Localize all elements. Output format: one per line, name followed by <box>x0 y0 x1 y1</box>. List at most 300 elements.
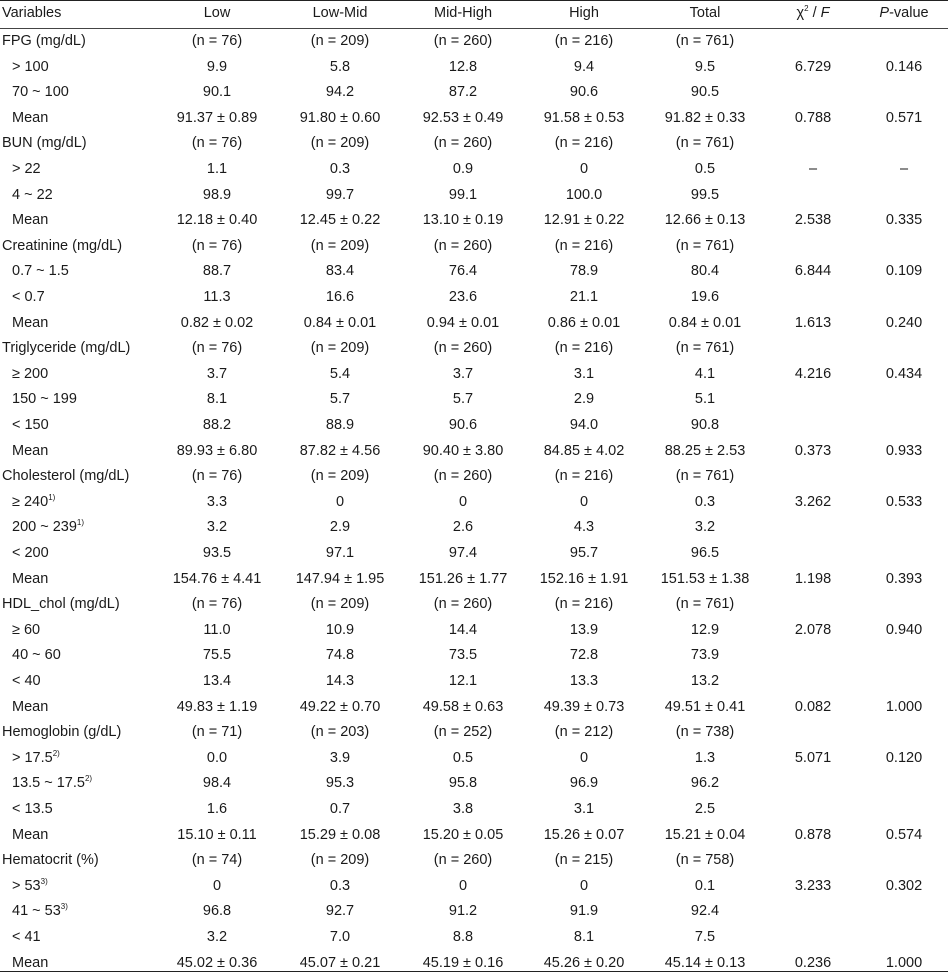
cell-low-mid: 99.7 <box>325 186 355 203</box>
cell-total: 49.51 ± 0.41 <box>664 698 746 715</box>
cell-high: (n = 212) <box>554 724 614 741</box>
cell-high: 8.1 <box>573 929 595 945</box>
cell-high: 15.26 ± 0.07 <box>543 826 625 843</box>
cell-total: 4.1 <box>694 365 716 382</box>
footnote-marker: 2) <box>84 774 93 784</box>
f-symbol: F <box>820 5 830 21</box>
table-row-variable <box>0 720 948 746</box>
cell-high: (n = 216) <box>554 468 614 485</box>
cell-high: 78.9 <box>569 263 599 280</box>
cell-low: 0.0 <box>206 749 228 766</box>
table-row-category <box>0 208 948 234</box>
table-row-variable <box>0 464 948 490</box>
cell-high: 3.1 <box>573 365 595 382</box>
row-label <box>2 106 48 132</box>
cell-total: 2.5 <box>694 801 716 817</box>
cell-low-mid: (n = 209) <box>310 135 370 152</box>
cell-total: (n = 761) <box>675 596 735 613</box>
cell-chi-square: – <box>808 161 818 177</box>
cell-low: 154.76 ± 4.41 <box>172 570 262 587</box>
cell-total: (n = 761) <box>675 237 735 254</box>
row-label-text: BUN (mg/dL) <box>2 135 87 152</box>
cell-low: 93.5 <box>202 545 232 561</box>
row-label-text: Mean <box>12 442 49 459</box>
cell-mid-high: 45.19 ± 0.16 <box>422 954 504 971</box>
cell-mid-high: 0 <box>458 877 468 894</box>
row-label-text: Creatinine (mg/dL) <box>2 237 123 254</box>
cell-mid-high: 92.53 ± 0.49 <box>422 109 504 126</box>
row-label-text: Mean <box>12 314 49 331</box>
cell-low: 91.37 ± 0.89 <box>176 109 258 126</box>
cell-low-mid: (n = 209) <box>310 468 370 485</box>
table-row-category <box>0 771 948 797</box>
table-row-category <box>0 874 948 900</box>
cell-mid-high: 13.10 ± 0.19 <box>422 212 504 229</box>
cell-high: 45.26 ± 0.20 <box>543 954 625 971</box>
row-label-text: ≥ 200 <box>12 365 49 382</box>
row-label <box>2 848 99 874</box>
cell-total: 7.5 <box>694 929 716 945</box>
cell-total: 9.5 <box>694 58 716 75</box>
cell-chi-square: 0.236 <box>794 954 832 971</box>
cell-low: (n = 71) <box>191 724 243 741</box>
cell-chi-square: 3.262 <box>794 493 832 510</box>
cell-low-mid: 94.2 <box>325 84 355 101</box>
table-row-category <box>0 643 948 669</box>
cell-mid-high: 91.2 <box>448 903 478 920</box>
row-label-text: Hemoglobin (g/dL) <box>2 724 122 741</box>
cell-low: 88.2 <box>202 417 232 433</box>
cell-total: 80.4 <box>690 263 720 280</box>
cell-chi-square: 0.788 <box>794 109 832 126</box>
row-label-text: 200 ~ 239 <box>12 519 77 536</box>
cell-low: 1.6 <box>206 801 228 817</box>
cell-low-mid: (n = 209) <box>310 852 370 869</box>
cell-p-value: 0.335 <box>885 212 923 229</box>
cell-low-mid: 0 <box>335 493 345 510</box>
cell-low-mid: (n = 209) <box>310 596 370 613</box>
cell-high: 0 <box>579 493 589 510</box>
cell-low-mid: 14.3 <box>325 673 355 689</box>
table-row-category <box>0 695 948 721</box>
header-mid-high: Mid-High <box>433 5 493 21</box>
cell-mid-high: (n = 260) <box>433 468 493 485</box>
table-row-category <box>0 490 948 516</box>
cell-low: 89.93 ± 6.80 <box>176 442 258 459</box>
cell-high: 12.91 ± 0.22 <box>543 212 625 229</box>
table-row-category <box>0 439 948 465</box>
row-label <box>2 951 48 976</box>
cell-mid-high: 3.7 <box>452 365 474 382</box>
cell-total: 90.5 <box>690 84 720 101</box>
cell-high: 91.9 <box>569 903 599 920</box>
row-label-text: 150 ~ 199 <box>12 391 77 408</box>
row-label-text: ≥ 60 <box>12 621 41 638</box>
table-row-category <box>0 80 948 106</box>
cell-total: (n = 758) <box>675 852 735 869</box>
chi-symbol: χ <box>796 5 805 21</box>
row-label-text: Mean <box>12 826 49 843</box>
cell-total: 90.8 <box>690 417 720 433</box>
cell-p-value: 0.571 <box>885 109 923 126</box>
cell-high: (n = 215) <box>554 852 614 869</box>
cell-p-value: 0.933 <box>885 442 923 459</box>
chi-separator: / <box>808 5 821 21</box>
cell-total: 96.2 <box>690 775 720 792</box>
header-row <box>0 1 948 27</box>
table-row-category <box>0 387 948 413</box>
cell-chi-square: 4.216 <box>794 365 832 382</box>
table-row-category <box>0 951 948 976</box>
cell-high: 96.9 <box>569 775 599 792</box>
cell-mid-high: (n = 260) <box>433 340 493 357</box>
table-row-variable <box>0 336 948 362</box>
cell-chi-square: 3.233 <box>794 877 832 894</box>
cell-chi-square: 6.844 <box>794 263 832 280</box>
row-label-text: < 41 <box>12 929 41 945</box>
row-label <box>2 797 53 823</box>
cell-low-mid: 2.9 <box>329 519 351 536</box>
cell-low-mid: 0.7 <box>329 801 351 817</box>
cell-total: 151.53 ± 1.38 <box>660 570 750 587</box>
row-label-text: > 22 <box>12 161 41 177</box>
row-label-text: Cholesterol (mg/dL) <box>2 468 130 485</box>
table-row-category <box>0 362 948 388</box>
cell-low-mid: (n = 209) <box>310 237 370 254</box>
row-label-text: < 200 <box>12 545 49 561</box>
row-label <box>2 183 53 209</box>
row-label <box>2 362 48 388</box>
cell-total: 0.5 <box>694 161 716 177</box>
cell-low: 90.1 <box>202 84 232 101</box>
cell-high: 9.4 <box>573 58 595 75</box>
cell-low: 0.82 ± 0.02 <box>180 314 254 331</box>
cell-low: (n = 76) <box>191 33 243 49</box>
table-row-variable <box>0 592 948 618</box>
row-label <box>2 899 68 925</box>
cell-p-value: 0.434 <box>885 365 923 382</box>
cell-high: 0 <box>579 877 589 894</box>
cell-high: 21.1 <box>569 289 599 305</box>
cell-low-mid: 147.94 ± 1.95 <box>295 570 385 587</box>
cell-high: 49.39 ± 0.73 <box>543 698 625 715</box>
row-label-text: < 40 <box>12 673 41 689</box>
row-label-text: Mean <box>12 212 49 229</box>
row-label <box>2 490 55 516</box>
cell-total: 13.2 <box>690 673 720 689</box>
cell-low: 98.9 <box>202 186 232 203</box>
cell-low-mid: (n = 203) <box>310 724 370 741</box>
cell-low: (n = 76) <box>191 340 243 357</box>
table-row-category <box>0 157 948 183</box>
row-label-text: HDL_chol (mg/dL) <box>2 596 120 613</box>
row-label <box>2 618 40 644</box>
cell-mid-high: 14.4 <box>448 621 478 638</box>
row-label-text: Hematocrit (%) <box>2 852 99 869</box>
row-label-text: 4 ~ 22 <box>12 186 53 203</box>
cell-p-value: – <box>899 161 909 177</box>
table-row-category <box>0 823 948 849</box>
table-row-category <box>0 259 948 285</box>
header-p-value <box>879 1 928 27</box>
row-label <box>2 285 45 311</box>
cell-total: (n = 761) <box>675 468 735 485</box>
row-label-text: 40 ~ 60 <box>12 647 61 664</box>
cell-mid-high: 87.2 <box>448 84 478 101</box>
row-label <box>2 131 87 157</box>
row-label <box>2 823 48 849</box>
row-label <box>2 771 92 797</box>
cell-high: (n = 216) <box>554 135 614 152</box>
cell-total: 92.4 <box>690 903 720 920</box>
row-label <box>2 311 48 337</box>
header-low: Low <box>203 5 231 21</box>
cell-total: 12.9 <box>690 621 720 638</box>
row-label-text: ≥ 240 <box>12 493 49 510</box>
cell-low-mid: 97.1 <box>325 545 355 561</box>
cell-low: 13.4 <box>202 673 232 689</box>
cell-chi-square: 1.198 <box>794 570 832 587</box>
cell-low-mid: 15.29 ± 0.08 <box>299 826 381 843</box>
cell-low-mid: 12.45 ± 0.22 <box>299 212 381 229</box>
cell-p-value: 0.533 <box>885 493 923 510</box>
cell-chi-square: 2.078 <box>794 621 832 638</box>
cell-low-mid: 10.9 <box>325 621 355 638</box>
cell-chi-square: 2.538 <box>794 212 832 229</box>
cell-low-mid: 87.82 ± 4.56 <box>299 442 381 459</box>
cell-high: 0.86 ± 0.01 <box>547 314 621 331</box>
cell-mid-high: 15.20 ± 0.05 <box>422 826 504 843</box>
row-label <box>2 669 41 695</box>
cell-low-mid: 49.22 ± 0.70 <box>299 698 381 715</box>
row-label-text: Triglyceride (mg/dL) <box>2 340 131 357</box>
row-label-text: 41 ~ 53 <box>12 903 61 920</box>
row-label <box>2 234 122 260</box>
cell-high: (n = 216) <box>554 596 614 613</box>
cell-chi-square: 5.071 <box>794 749 832 766</box>
header-low-mid: Low-Mid <box>312 5 368 21</box>
table-row-category <box>0 413 948 439</box>
table-row-category <box>0 183 948 209</box>
row-label <box>2 925 41 951</box>
row-label-text: Mean <box>12 954 49 971</box>
cell-low: 11.0 <box>203 621 231 638</box>
cell-low: 3.7 <box>206 365 228 382</box>
row-label-text: FPG (mg/dL) <box>2 33 86 49</box>
cell-p-value: 0.109 <box>885 263 923 280</box>
table-row-category <box>0 567 948 593</box>
cell-low: 75.5 <box>202 647 232 664</box>
cell-low-mid: 16.6 <box>325 289 355 305</box>
cell-low-mid: 83.4 <box>325 263 355 280</box>
cell-high: 0 <box>579 749 589 766</box>
table-row-category <box>0 541 948 567</box>
cell-mid-high: (n = 260) <box>433 596 493 613</box>
cell-total: 0.84 ± 0.01 <box>668 314 742 331</box>
cell-low: (n = 74) <box>191 852 243 869</box>
row-label <box>2 874 48 900</box>
cell-low: 11.3 <box>203 289 231 305</box>
row-label-text: < 13.5 <box>12 801 53 817</box>
cell-p-value: 0.146 <box>885 58 923 75</box>
cell-p-value: 1.000 <box>885 954 923 971</box>
table-row-variable <box>0 234 948 260</box>
cell-mid-high: 0.9 <box>452 161 474 177</box>
row-label <box>2 387 77 413</box>
cell-mid-high: 12.8 <box>448 58 478 75</box>
cell-total: 91.82 ± 0.33 <box>664 109 746 126</box>
row-label <box>2 157 41 183</box>
cell-low-mid: 5.4 <box>329 365 351 382</box>
cell-low-mid: 0.3 <box>329 161 351 177</box>
cell-total: 1.3 <box>694 749 716 766</box>
cell-chi-square: 0.373 <box>794 442 832 459</box>
cell-p-value: 0.940 <box>885 621 923 638</box>
footnote-marker: 3) <box>40 876 48 886</box>
table-row-category <box>0 311 948 337</box>
cell-high: 2.9 <box>573 391 595 408</box>
cell-total: 12.66 ± 0.13 <box>664 212 746 229</box>
row-label <box>2 336 130 362</box>
footnote-marker: 3) <box>60 902 68 912</box>
cell-low: 88.7 <box>202 263 232 280</box>
cell-mid-high: 151.26 ± 1.77 <box>418 570 508 587</box>
row-label <box>2 80 69 106</box>
cell-chi-square: 1.613 <box>794 314 832 331</box>
cell-total: 5.1 <box>694 391 716 408</box>
cell-low-mid: 91.80 ± 0.60 <box>299 109 381 126</box>
header-chi-square-f <box>796 1 829 27</box>
cell-high: 72.8 <box>569 647 599 664</box>
cell-low: 98.4 <box>202 775 232 792</box>
cell-low-mid: 5.7 <box>329 391 351 408</box>
row-label-text: 0.7 ~ 1.5 <box>12 263 69 280</box>
cell-high: 13.3 <box>569 673 599 689</box>
cell-mid-high: 95.8 <box>448 775 478 792</box>
cell-high: 4.3 <box>573 519 595 536</box>
cell-low: 12.18 ± 0.40 <box>176 212 258 229</box>
table-row-category <box>0 669 948 695</box>
cell-low: (n = 76) <box>191 468 243 485</box>
row-label-text: Mean <box>12 698 49 715</box>
table-row-category <box>0 746 948 772</box>
row-label <box>2 515 84 541</box>
cell-total: 19.6 <box>690 289 720 305</box>
row-label <box>2 746 60 772</box>
row-label <box>2 541 49 567</box>
row-label <box>2 464 129 490</box>
cell-high: 0 <box>579 161 589 177</box>
cell-high: 13.9 <box>569 621 599 638</box>
row-label-text: < 150 <box>12 417 49 433</box>
cell-low: 15.10 ± 0.11 <box>177 826 257 843</box>
cell-low-mid: 45.07 ± 0.21 <box>299 954 381 971</box>
cell-low: (n = 76) <box>191 135 243 152</box>
cell-low: (n = 76) <box>191 596 243 613</box>
row-label-text: Mean <box>12 109 49 126</box>
cell-high: 3.1 <box>573 801 595 817</box>
header-high: High <box>569 5 599 21</box>
footnote-marker: 1) <box>76 518 85 528</box>
cell-low: 49.83 ± 1.19 <box>176 698 258 715</box>
cell-low-mid: 88.9 <box>325 417 355 433</box>
cell-p-value: 0.240 <box>885 314 923 331</box>
cell-low-mid: 7.0 <box>329 929 351 945</box>
row-label <box>2 413 49 439</box>
cell-low: 3.2 <box>206 929 228 945</box>
cell-p-value: 0.574 <box>885 826 923 843</box>
cell-mid-high: (n = 252) <box>433 724 493 741</box>
p-symbol: P <box>879 5 890 21</box>
cell-p-value: 0.302 <box>885 877 923 894</box>
cell-total: (n = 738) <box>675 724 735 741</box>
row-label <box>2 208 48 234</box>
cell-low: 45.02 ± 0.36 <box>176 954 258 971</box>
cell-mid-high: 5.7 <box>452 391 474 408</box>
cell-low-mid: 74.8 <box>325 647 355 664</box>
table-bottom-rule <box>0 971 948 972</box>
cell-total: 3.2 <box>694 519 716 536</box>
row-label-text: > 53 <box>12 877 41 894</box>
cell-total: 0.3 <box>694 493 716 510</box>
cell-chi-square: 0.878 <box>794 826 832 843</box>
header-variables: Variables <box>2 5 62 21</box>
cell-high: (n = 216) <box>554 237 614 254</box>
cell-mid-high: 8.8 <box>452 929 474 945</box>
cell-high: (n = 216) <box>554 340 614 357</box>
cell-p-value: 0.393 <box>885 570 923 587</box>
cell-mid-high: (n = 260) <box>433 135 493 152</box>
cell-mid-high: 73.5 <box>448 647 478 664</box>
table-row-variable <box>0 131 948 157</box>
cell-high: 100.0 <box>565 186 603 203</box>
cell-mid-high: (n = 260) <box>433 237 493 254</box>
table-row-category <box>0 106 948 132</box>
cell-total: (n = 761) <box>675 135 735 152</box>
cell-high: (n = 216) <box>554 33 614 49</box>
cell-mid-high: 49.58 ± 0.63 <box>422 698 504 715</box>
row-label <box>2 643 61 669</box>
row-label-text: < 0.7 <box>12 289 45 305</box>
cell-low: 8.1 <box>206 391 228 408</box>
row-label-text: Mean <box>12 570 49 587</box>
row-label <box>2 720 121 746</box>
cell-low: 3.2 <box>206 519 228 536</box>
cell-total: (n = 761) <box>675 33 735 49</box>
cell-mid-high: 0.94 ± 0.01 <box>426 314 500 331</box>
cell-low-mid: 3.9 <box>329 749 351 766</box>
cell-total: 15.21 ± 0.04 <box>664 826 746 843</box>
row-label <box>2 259 69 285</box>
cell-high: 152.16 ± 1.91 <box>539 570 629 587</box>
row-label <box>2 439 48 465</box>
cell-chi-square: 6.729 <box>794 58 832 75</box>
cell-mid-high: 2.6 <box>452 519 474 536</box>
cell-low-mid: 5.8 <box>329 58 351 75</box>
row-label-text: 13.5 ~ 17.5 <box>12 775 85 792</box>
cell-low: 96.8 <box>202 903 232 920</box>
cell-mid-high: 0 <box>458 493 468 510</box>
cell-low: 3.3 <box>206 493 228 510</box>
cell-low-mid: 92.7 <box>325 903 355 920</box>
cell-mid-high: 23.6 <box>448 289 478 305</box>
cell-low-mid: (n = 209) <box>310 33 370 49</box>
cell-p-value: 0.120 <box>885 749 923 766</box>
footnote-marker: 1) <box>48 492 56 502</box>
chi-superscript: 2 <box>804 4 809 13</box>
cell-high: 90.6 <box>569 84 599 101</box>
cell-total: 88.25 ± 2.53 <box>664 442 746 459</box>
